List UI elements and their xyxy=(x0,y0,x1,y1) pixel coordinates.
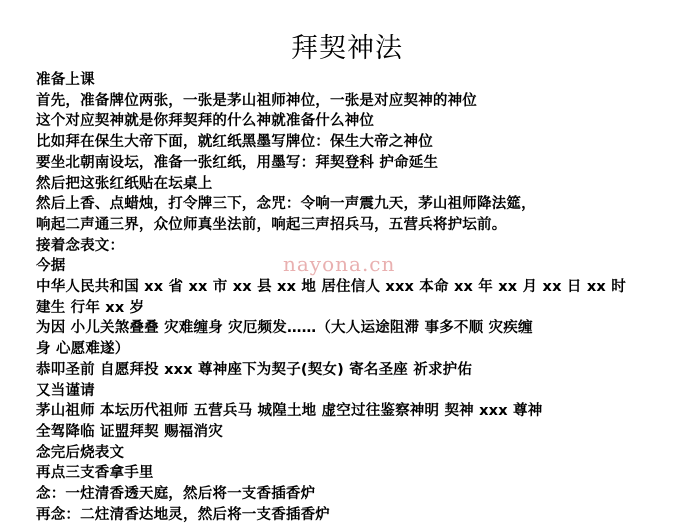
text-line: 比如拜在保生大帝下面，就红纸黑墨写牌位：保生大帝之神位 xyxy=(36,134,433,151)
text-line: 首先，准备牌位两张，一张是茅山祖师神位，一张是对应契神的神位 xyxy=(36,92,477,109)
document-title: 拜契神法 xyxy=(291,33,403,64)
text-line: 接着念表文： xyxy=(36,237,125,254)
text-line: 建生 行年 xx 岁 xyxy=(36,299,145,316)
text-line: 为因 小儿关煞叠叠 灾难缠身 灾厄频发……（大人运途阻滞 事多不顺 灾疾缠 xyxy=(36,320,533,337)
text-line: 再念：二炷清香达地灵，然后将一支香插香炉 xyxy=(36,506,330,523)
text-line: 响起二声通三界，众位师真坐法前，响起三声招兵马，五营兵将护坛前。 xyxy=(36,216,507,233)
text-line: 这个对应契神就是你拜契拜的什么神就准备什么神位 xyxy=(36,113,375,130)
text-line: 恭叩圣前 自愿拜投 xxx 尊神座下为契子(契女) 寄名圣座 祈求护佑 xyxy=(36,361,473,378)
text-line: 身 心愿难遂） xyxy=(36,341,130,358)
document-body xyxy=(36,70,626,525)
text-line: 中华人民共和国 xx 省 xx 市 xx 县 xx 地 居住信人 xxx 本命 xx 年 xx 月 xx 日 xx 时 xyxy=(36,279,626,296)
text-line: 要坐北朝南设坛，准备一张红纸，用墨写：拜契登科 护命延生 xyxy=(36,154,439,171)
watermark-text: nayona.cn xyxy=(283,252,396,276)
text-line: 茅山祖师 本坛历代祖师 五营兵马 城隍土地 虚空过往鉴察神明 契神 xxx 尊神 xyxy=(36,403,543,420)
text-line: 念完后烧表文 xyxy=(36,444,125,461)
text-line: 念：一炷清香透天庭，然后将一支香插香炉 xyxy=(36,486,316,503)
text-line: 再点三支香拿手里 xyxy=(36,465,154,482)
text-line: 然后上香、点蜡烛，打令牌三下，念咒：令响一声震九天，茅山祖师降法筵， xyxy=(36,196,536,213)
text-line: 今据 xyxy=(36,258,66,275)
text-line: 然后把这张红纸贴在坛桌上 xyxy=(36,175,213,192)
text-line: 全驾降临 证盟拜契 赐福消灾 xyxy=(36,423,223,440)
text-line: 又当谨请 xyxy=(36,382,95,399)
text-line: 准备上课 xyxy=(36,72,95,88)
